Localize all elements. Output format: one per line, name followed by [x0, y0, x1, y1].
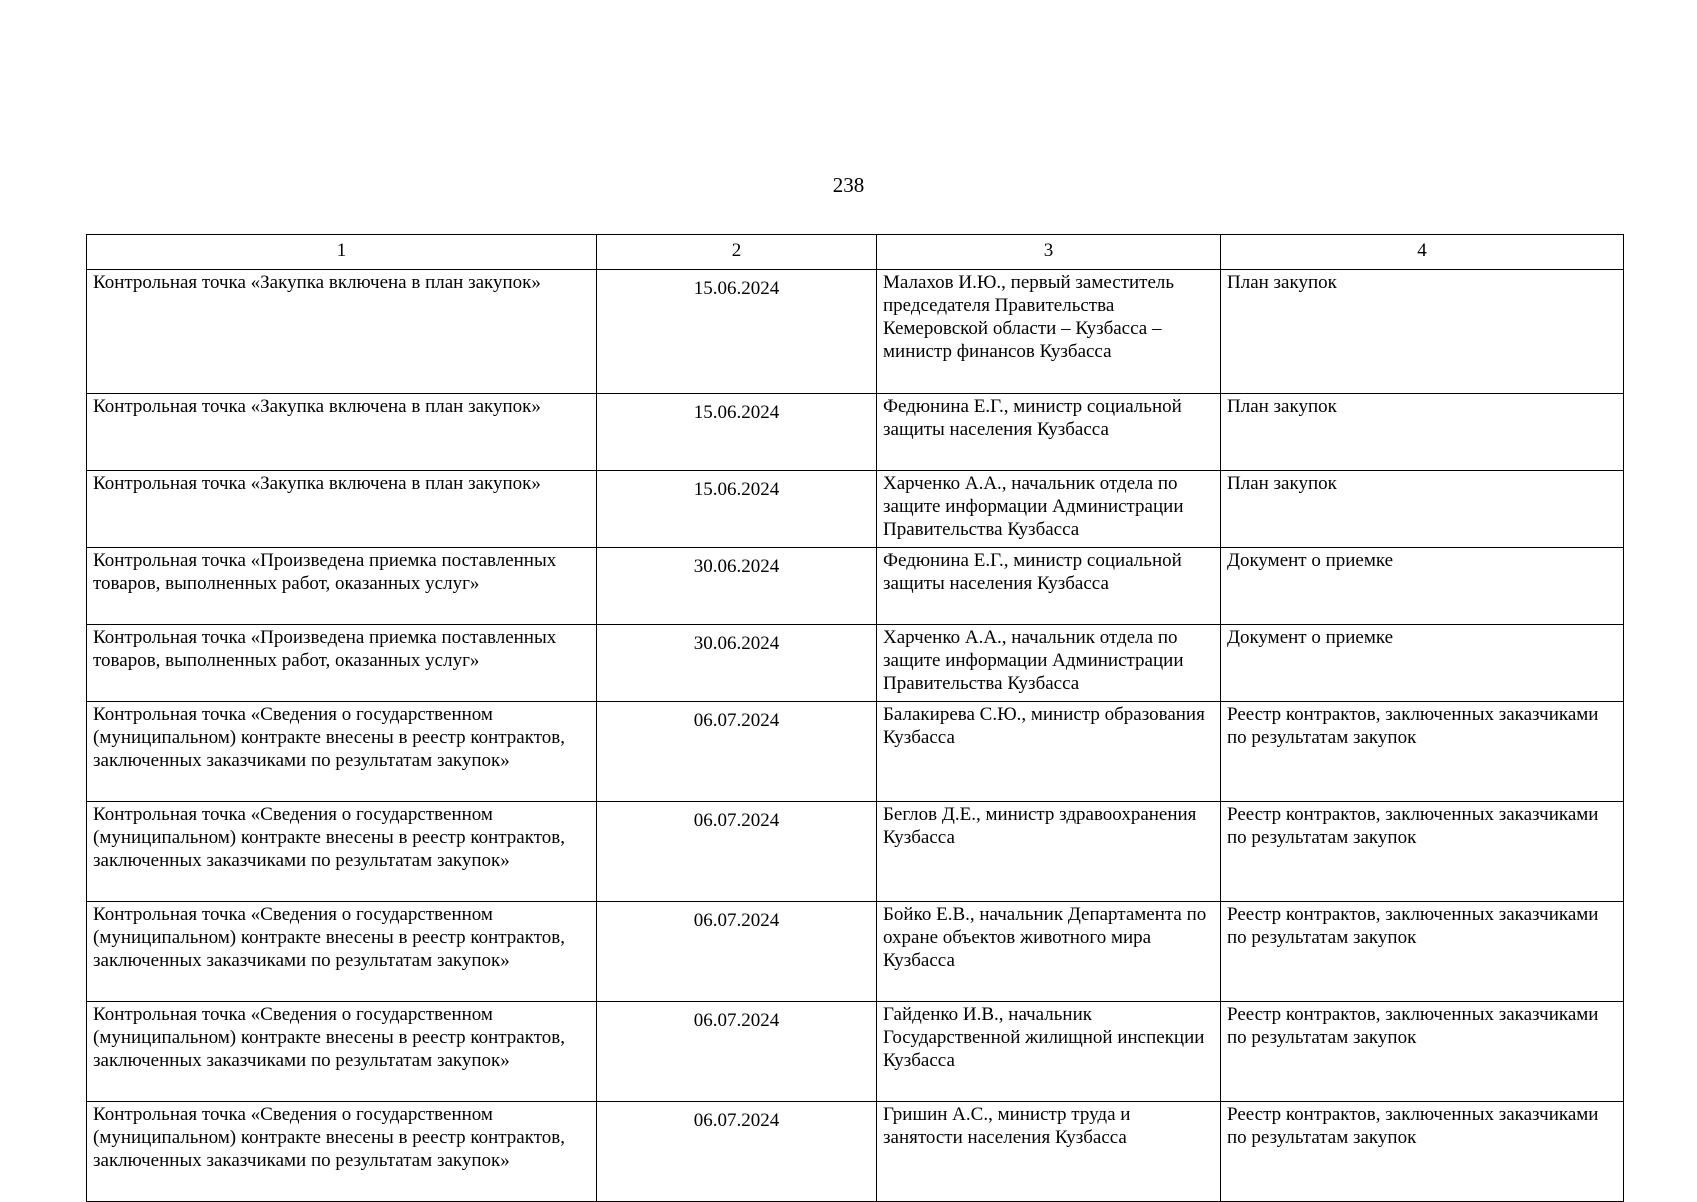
table-header-row	[87, 235, 1624, 270]
document-cell: План закупок	[1221, 394, 1624, 471]
date-cell: 06.07.2024	[597, 1002, 877, 1102]
date-cell: 15.06.2024	[597, 394, 877, 471]
responsible-cell: Бойко Е.В., начальник Департамента по охране объектов животного мира Кузбасса	[877, 902, 1221, 1002]
checkpoint-cell: Контрольная точка «Сведения о государственном (муниципальном) контракте внесены в реестр контрактов, заключенных заказчиками по результатам закупок»	[87, 1002, 597, 1102]
date-cell: 06.07.2024	[597, 1102, 877, 1202]
checkpoint-cell: Контрольная точка «Сведения о государственном (муниципальном) контракте внесены в реестр контрактов, заключенных заказчиками по результатам закупок»	[87, 902, 597, 1002]
date-cell: 15.06.2024	[597, 471, 877, 548]
responsible-cell: Харченко А.А., начальник отдела по защите информации Администрации Правительства Кузбасса	[877, 625, 1221, 702]
column-header-2: 2	[597, 235, 877, 270]
document-cell: Реестр контрактов, заключенных заказчиками по результатам закупок	[1221, 702, 1624, 802]
column-header-4: 4	[1221, 235, 1624, 270]
responsible-cell: Балакирева С.Ю., министр образования Кузбасса	[877, 702, 1221, 802]
table-row	[87, 902, 1624, 1002]
document-cell: Реестр контрактов, заключенных заказчиками по результатам закупок	[1221, 802, 1624, 902]
document-cell: План закупок	[1221, 471, 1624, 548]
checkpoint-cell: Контрольная точка «Сведения о государственном (муниципальном) контракте внесены в реестр контрактов, заключенных заказчиками по результатам закупок»	[87, 702, 597, 802]
document-cell: Реестр контрактов, заключенных заказчиками по результатам закупок	[1221, 902, 1624, 1002]
responsible-cell: Харченко А.А., начальник отдела по защите информации Администрации Правительства Кузбасса	[877, 471, 1221, 548]
column-header-3: 3	[877, 235, 1221, 270]
checkpoint-cell: Контрольная точка «Закупка включена в план закупок»	[87, 394, 597, 471]
document-cell: Реестр контрактов, заключенных заказчиками по результатам закупок	[1221, 1002, 1624, 1102]
date-cell: 30.06.2024	[597, 625, 877, 702]
responsible-cell: Федюнина Е.Г., министр социальной защиты населения Кузбасса	[877, 394, 1221, 471]
table-row	[87, 802, 1624, 902]
date-cell: 06.07.2024	[597, 702, 877, 802]
responsible-cell: Малахов И.Ю., первый заместитель председателя Правительства Кемеровской области – Кузбасса – министр финансов Кузбасса	[877, 270, 1221, 394]
responsible-cell: Беглов Д.Е., министр здравоохранения Кузбасса	[877, 802, 1221, 902]
date-cell: 06.07.2024	[597, 802, 877, 902]
checkpoint-cell: Контрольная точка «Сведения о государственном (муниципальном) контракте внесены в реестр контрактов, заключенных заказчиками по результатам закупок»	[87, 802, 597, 902]
table-row	[87, 702, 1624, 802]
checkpoint-cell: Контрольная точка «Закупка включена в план закупок»	[87, 471, 597, 548]
checkpoint-cell: Контрольная точка «Закупка включена в план закупок»	[87, 270, 597, 394]
table-row	[87, 270, 1624, 394]
document-cell: Реестр контрактов, заключенных заказчиками по результатам закупок	[1221, 1102, 1624, 1202]
table-row	[87, 471, 1624, 548]
checkpoint-cell: Контрольная точка «Произведена приемка поставленных товаров, выполненных работ, оказанных услуг»	[87, 548, 597, 625]
checkpoint-cell: Контрольная точка «Произведена приемка поставленных товаров, выполненных работ, оказанных услуг»	[87, 625, 597, 702]
responsible-cell: Гришин А.С., министр труда и занятости населения Кузбасса	[877, 1102, 1221, 1202]
document-cell: Документ о приемке	[1221, 548, 1624, 625]
table-row	[87, 625, 1624, 702]
date-cell: 06.07.2024	[597, 902, 877, 1002]
checkpoint-cell: Контрольная точка «Сведения о государственном (муниципальном) контракте внесены в реестр контрактов, заключенных заказчиками по результатам закупок»	[87, 1102, 597, 1202]
table-row	[87, 548, 1624, 625]
responsible-cell: Федюнина Е.Г., министр социальной защиты населения Кузбасса	[877, 548, 1221, 625]
page-number: 238	[832, 173, 865, 197]
date-cell: 30.06.2024	[597, 548, 877, 625]
checkpoint-table	[86, 234, 1624, 1202]
document-cell: Документ о приемке	[1221, 625, 1624, 702]
responsible-cell: Гайденко И.В., начальник Государственной жилищной инспекции Кузбасса	[877, 1002, 1221, 1102]
table-row	[87, 394, 1624, 471]
table-row	[87, 1102, 1624, 1202]
column-header-1: 1	[87, 235, 597, 270]
date-cell: 15.06.2024	[597, 270, 877, 394]
table-row	[87, 1002, 1624, 1102]
document-cell: План закупок	[1221, 270, 1624, 394]
